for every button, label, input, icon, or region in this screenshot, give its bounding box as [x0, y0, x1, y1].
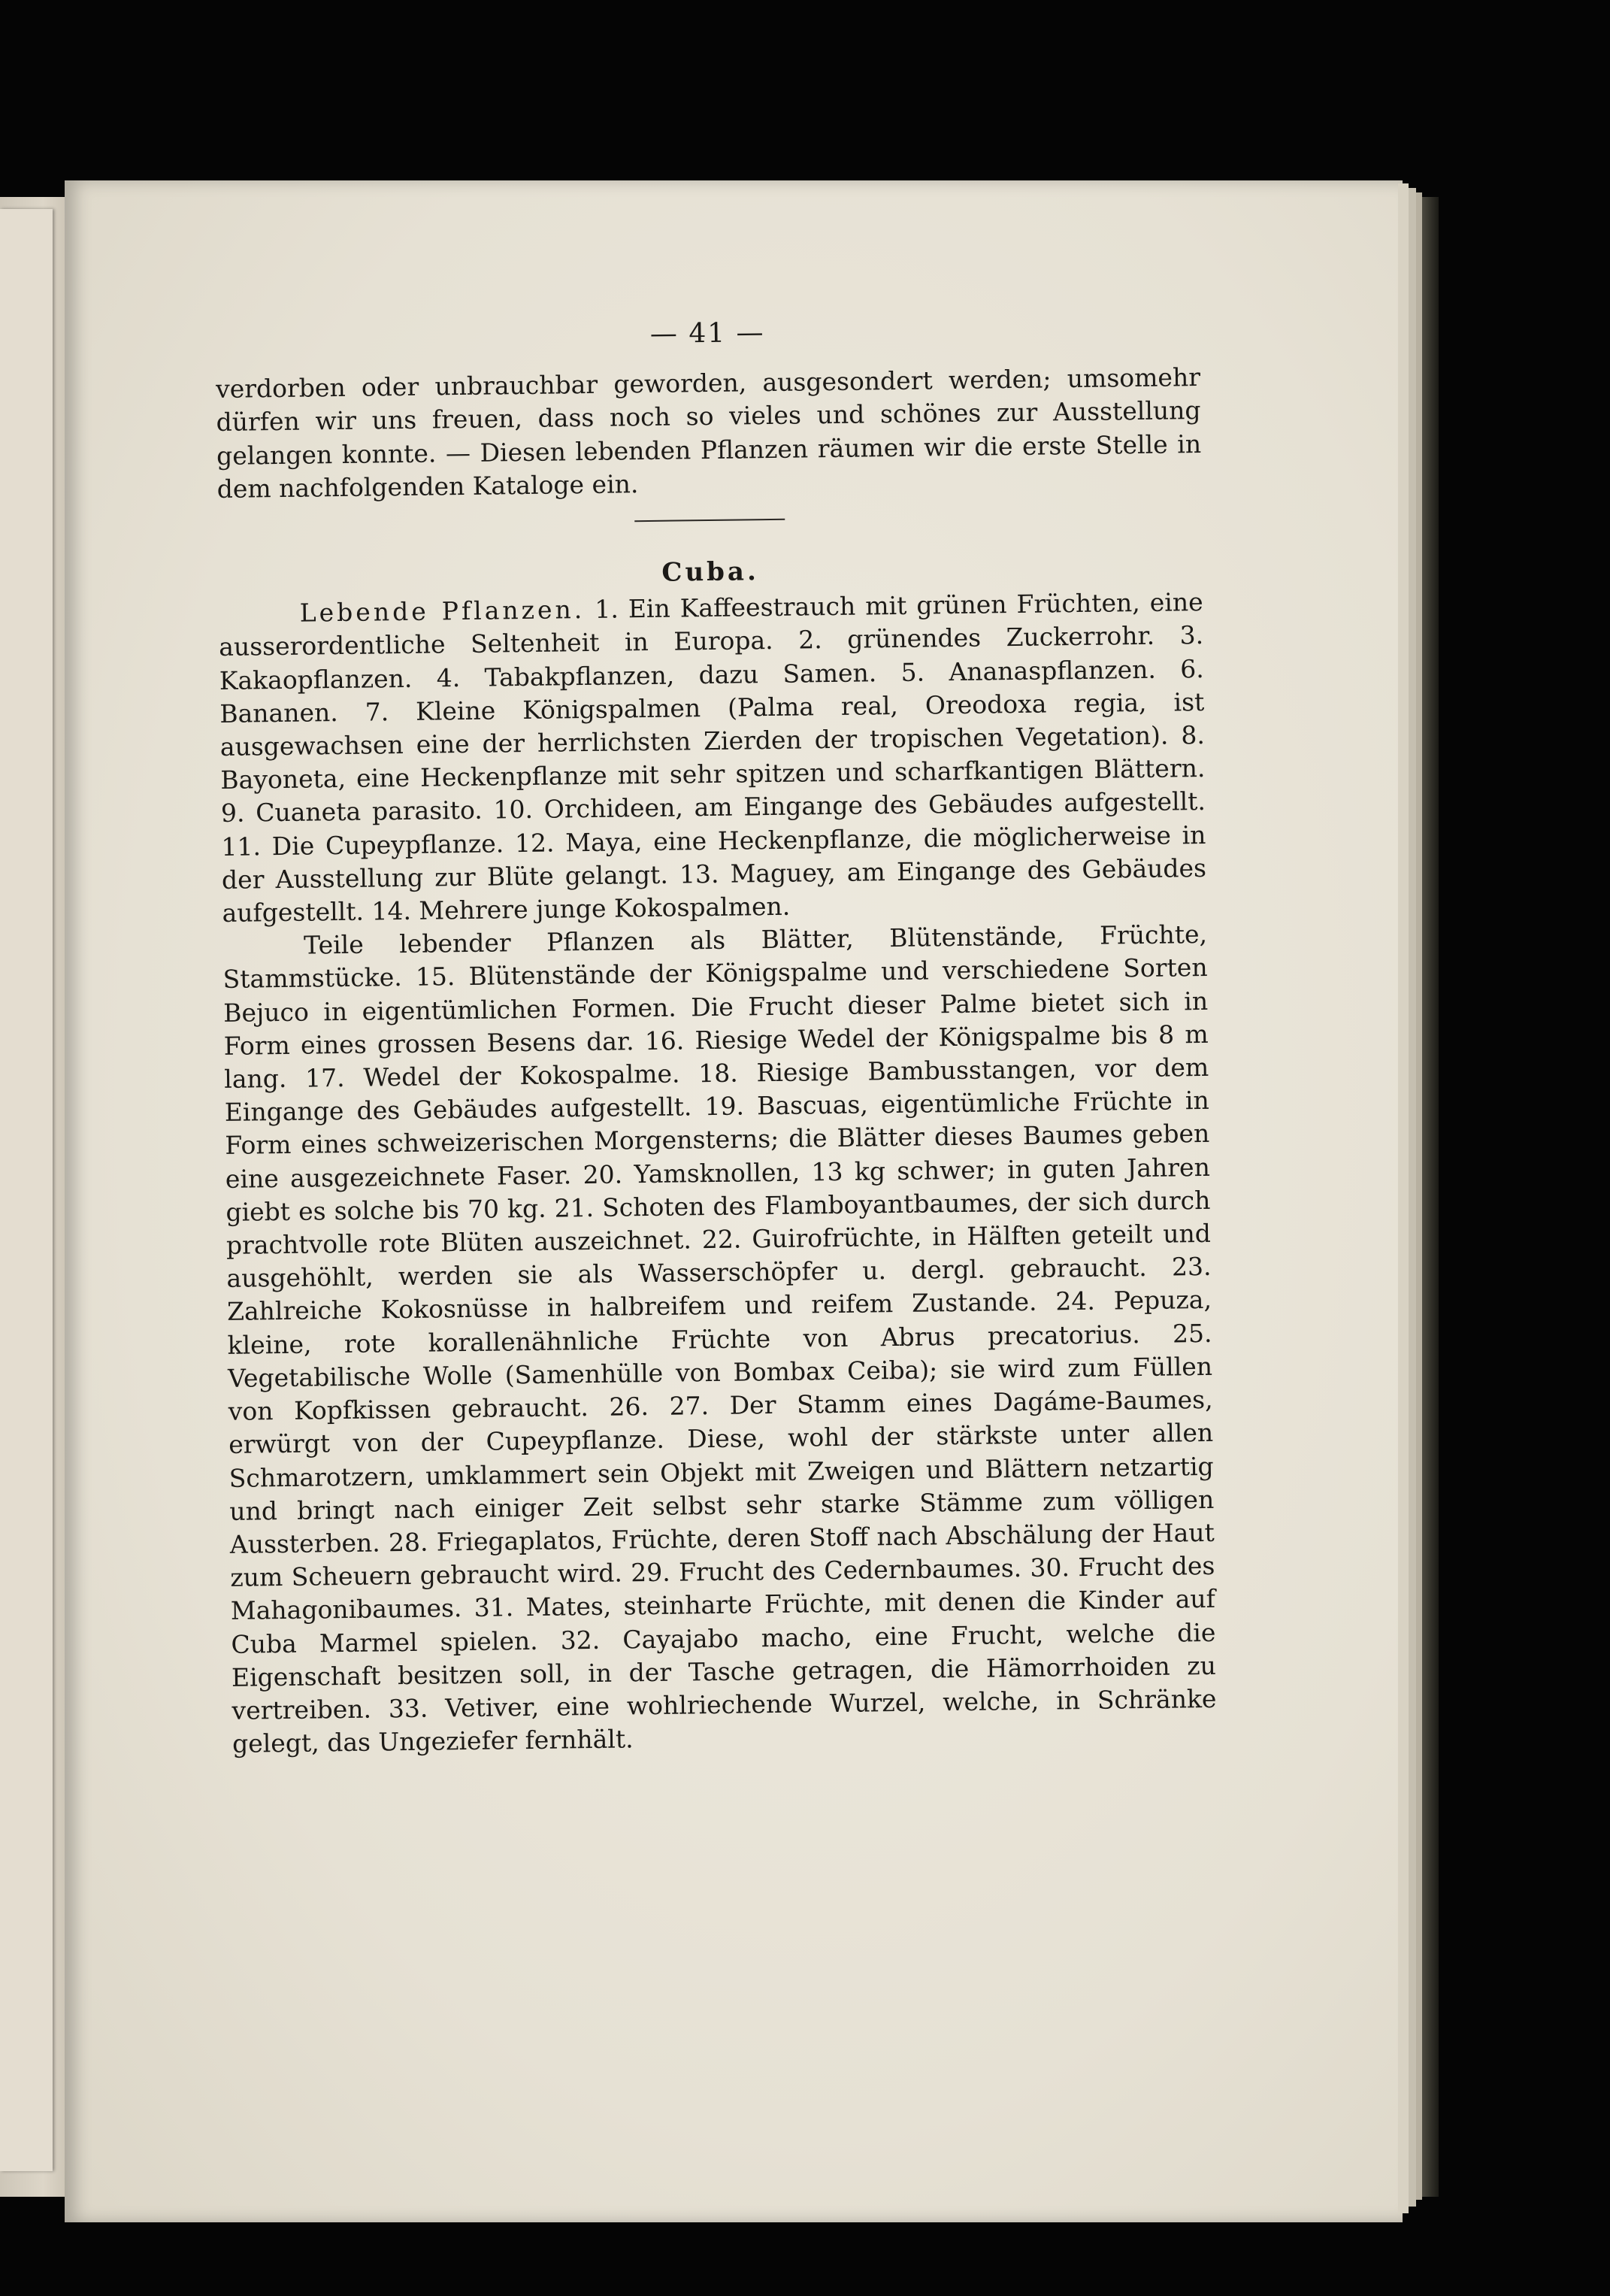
section-divider — [634, 519, 785, 522]
page-stack-edge — [1409, 188, 1416, 2207]
living-plants-lead: Lebende Pflanzen. — [299, 595, 586, 628]
section-heading: Cuba. — [661, 556, 760, 588]
living-plants-text: 1. Ein Kaffeestrauch mit grünen Früchten, eine ausserordentliche Seltenheit in Europa. 2. grünendes Zuckerrohr. 3. Kakaopflanzen. 4. Tabakpflanzen, dazu Samen. 5. Ananaspflanzen. 6. Bananen. 7. Kleine Königspalmen (Palma real, Oreodoxa regia, ist ausgewachsen eine der herrlichsten Zierden der tropischen Vegetation). 8. Bayoneta, eine Heckenpflanze mit sehr spitzen und scharfkantigen Blättern. 9. Cuaneta parasito. 10. Orchideen, am Eingange des Gebäudes aufgestellt. 11. Die Cupeypflanze. 12. Maya, eine Heckenpflanze, die möglicherweise in der Ausstellung zur Blüte gelangt. 13. Maguey, am Eingange des Gebäudes aufgestellt. 14. Mehrere junge Kokospalmen. — [219, 587, 1207, 928]
intro-paragraph: verdorben oder unbrauchbar geworden, ausgesondert werden; umsomehr dürfen wir uns freuen, dass noch so vieles und schönes zur Ausstellung gelangen konnte. — Diesen lebenden Pflanzen räumen wir die erste Stelle in dem nachfolgenden Kataloge ein. — [215, 362, 1202, 504]
page-stack-edge — [1416, 192, 1422, 2200]
page-text-block — [215, 311, 1217, 1761]
facing-page-leaf — [0, 209, 53, 2171]
book-cover-edge — [1422, 197, 1439, 2197]
living-plants-paragraph — [218, 586, 1206, 930]
page-stack-edge — [1398, 183, 1409, 2213]
plant-parts-paragraph: Teile lebender Pflanzen als Blätter, Blütenstände, Früchte, Stammstücke. 15. Blütenstände der Königspalme und verschiedene Sorten Bejuco in eigentümlichen Formen. Die Frucht dieser Palme bietet sich in Form eines grossen Besens dar. 16. Riesige Wedel der Königspalme bis 8 m lang. 17. Wedel der Kokospalme. 18. Riesige Bambusstangen, vor dem Eingange des Gebäudes aufgestellt. 19. Bascuas, eigentümliche Früchte in Form eines schweizerischen Morgensterns; die Blätter dieses Baumes geben eine ausgezeichnete Faser. 20. Yamsknollen, 13 kg schwer; in guten Jahren giebt es solche bis 70 kg. 21. Schoten des Flamboyantbaumes, der sich durch prachtvolle rote Blüten auszeichnet. 22. Guirofrüchte, in Hälften geteilt und ausgehöhlt, werden sie als Wasserschöpfer u. dergl. gebraucht. 23. Zahlreiche Kokosnüsse in halbreifem und reifem Zustande. 24. Pepuza, kleine, rote korallenähnliche Früchte von Abrus precatorius. 25. Vegetabilische Wolle (Samenhülle von Bombax Ceiba); sie wird zum Füllen von Kopfkissen gebraucht. 26. 27. Der Stamm eines Dagáme-Baumes, erwürgt von der Cupeypflanze. Diese, wohl der stärkste unter allen Schmarotzern, umklammert sein Objekt mit Zweigen und Blättern netzartig und bringt nach einiger Zeit selbst sehr starke Stämme zum völligen Aussterben. 28. Friegaplatos, Früchte, deren Stoff nach Abschälung der Haut zum Scheuern gebraucht wird. 29. Frucht des Cedernbaumes. 30. Frucht des Mahagonibaumes. 31. Mates, steinharte Früchte, mit denen die Kinder auf Cuba Marmel spielen. 32. Cayajabo macho, eine Frucht, welche die Eigenschaft besitzen soll, in der Tasche getragen, die Hämorrhoiden zu vertreiben. 33. Vetiver, eine wohlriechende Wurzel, welche, in Schränke gelegt, das Ungeziefer fernhält. — [222, 919, 1217, 1758]
page-number: — 41 — — [649, 317, 765, 350]
